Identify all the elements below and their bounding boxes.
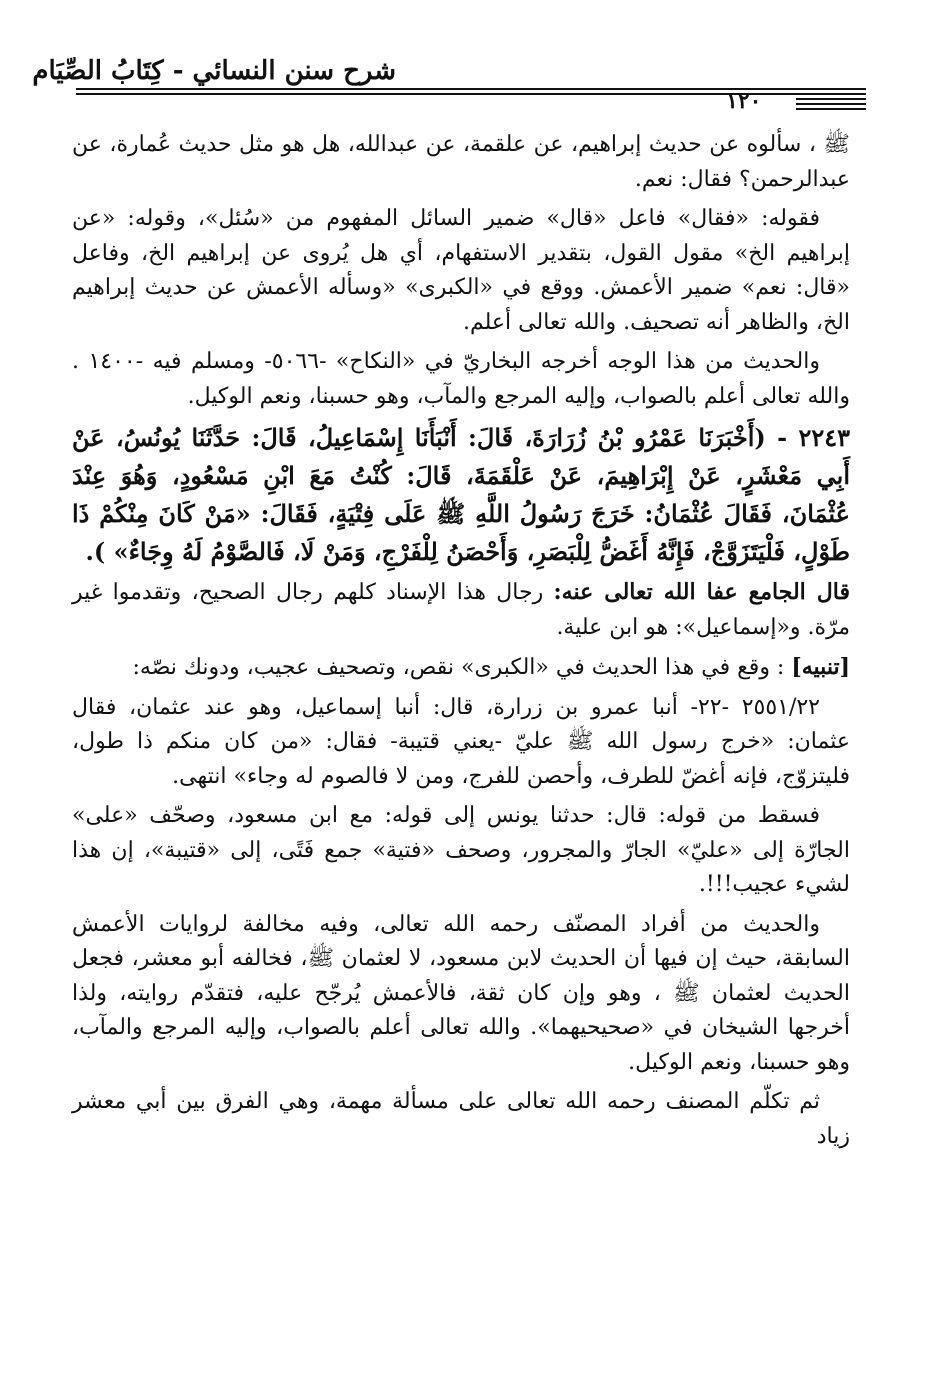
page-header: [32, 36, 866, 116]
page-body: [72, 128, 850, 1159]
paragraph-text: رجال هذا الإسناد كلهم رجال الصحيح، وتقدموا غير مرّة. و«إسماعيل»: هو ابن علية.: [72, 580, 850, 640]
paragraph: [72, 575, 850, 645]
paragraph: [72, 1085, 850, 1154]
paragraph-text: ﷺ ، سألوه عن حديث إبراهيم، عن علقمة، عن عبدالله، هل هو مثل حديث عُمارة، عن عبدالرحمن؟ فقال: نعم.: [72, 132, 850, 192]
paragraph: [72, 908, 850, 1081]
page-number-rule: [796, 108, 866, 110]
paragraph-text: ٢٥٥١/٢٢ -٢٢- أنبا عمرو بن زرارة، قال: أنبا إسماعيل، وهو عند عثمان، فقال عثمان: «خرج رسول الله ﷺ عليّ -يعني قتيبة- فقال: «من كان منكم ذا طول، فليتزوّج، فإنه أغضّ للطرف، وأحصن للفرج، ومن لا فالصوم له وجاء» انتهى.: [72, 694, 850, 789]
commentary-lead: قال الجامع عفا الله تعالى عنه:: [553, 579, 850, 605]
paragraph-text: فقوله: «فقال» فاعل «قال» ضمير السائل المفهوم من «سُئل»، وقوله: «عن إبراهيم الخ» مقول القول، بتقدير الاستفهام، أي هل يُروى عن إبراهيم الخ، وفاعل «قال: نعم» ضمير الأعمش. ووقع في «الكبرى» «وسأله الأعمش عن حديث إبراهيم الخ، والظاهر أنه تصحيف. والله تعالى أعلم.: [72, 206, 850, 335]
page-number: ١٢٠: [726, 88, 762, 114]
paragraph: [72, 345, 850, 414]
paragraph: [72, 650, 850, 686]
hadith-text: [72, 419, 850, 571]
paragraph-text: ثم تكلّم المصنف رحمه الله تعالى على مسألة مهمة، وهي الفرق بين أبي معشر زياد: [72, 1089, 850, 1149]
paragraph: [72, 799, 850, 903]
page-number-rule: [796, 103, 866, 105]
hadith-body: ٢٢٤٣ - (أَخْبَرَنَا عَمْرُو بْنُ زُرَارَةَ، قَالَ: أَنْبَأَنَا إِسْمَاعِيلُ، قَالَ: حَدَّثَنَا يُونُسُ، عَنْ أَبِي مَعْشَرٍ، عَنْ إِبْرَاهِيمَ، عَنْ عَلْقَمَةَ، قَالَ: كُنْتُ مَعَ ابْنِ مَسْعُودٍ، وَهُوَ عِنْدَ عُثْمَانَ، فَقَالَ عُثْمَانُ: خَرَجَ رَسُولُ اللَّهِ ﷺ عَلَى فِتْيَةٍ، فَقَالَ: «مَنْ كَانَ مِنْكُمْ ذَا طَوْلٍ، فَلْيَتَزَوَّجْ، فَإِنَّهُ أَغَضُّ لِلْبَصَرِ، وَأَحْصَنُ لِلْفَرْجِ، وَمَنْ لَا، فَالصَّوْمُ لَهُ وِجَاءٌ» ).: [72, 423, 850, 566]
paragraph-text: والحديث من هذا الوجه أخرجه البخاريّ في «النكاح» -٥٠٦٦- ومسلم فيه -١٤٠٠ . والله تعالى أعلم بالصواب، وإليه المرجع والمآب، وهو حسبنا، ونعم الوكيل.: [72, 349, 850, 409]
page-number-rule: [796, 98, 866, 100]
paragraph: [72, 691, 850, 795]
paragraph-text: والحديث من أفراد المصنّف رحمه الله تعالى، وفيه مخالفة لروايات الأعمش السابقة، حيث إن فيها أن الحديث لابن مسعود، لا لعثمان ﷺ، فخالفه أبو معشر، فجعل الحديث لعثمان ﷺ ، وهو وإن كان ثقة، فالأعمش يُرجّح عليه، فتقدّم روايته، ولذا أخرجها الشيخان في «صحيحيهما». والله تعالى أعلم بالصواب، وإليه المرجع والمآب، وهو حسبنا، ونعم الوكيل.: [72, 911, 851, 1075]
paragraph: [72, 128, 850, 197]
note-label: [تنبيه]: [791, 654, 850, 680]
running-title: شرح سنن النسائي - كِتَابُ الصِّيَام: [32, 56, 396, 86]
paragraph-text: : وقع في هذا الحديث في «الكبرى» نقص، وتصحيف عجيب، ودونك نصّه:: [132, 655, 792, 680]
paragraph: [72, 202, 850, 340]
paragraph-text: فسقط من قوله: قال: حدثنا يونس إلى قوله: مع ابن مسعود، وصحّف «على» الجارّة إلى «عليّ» الجارّ والمجرور، وصحف «فتية» جمع فَتًى، إلى «قتيبة»، إن هذا لشيء عجيب!!!.: [72, 803, 850, 897]
